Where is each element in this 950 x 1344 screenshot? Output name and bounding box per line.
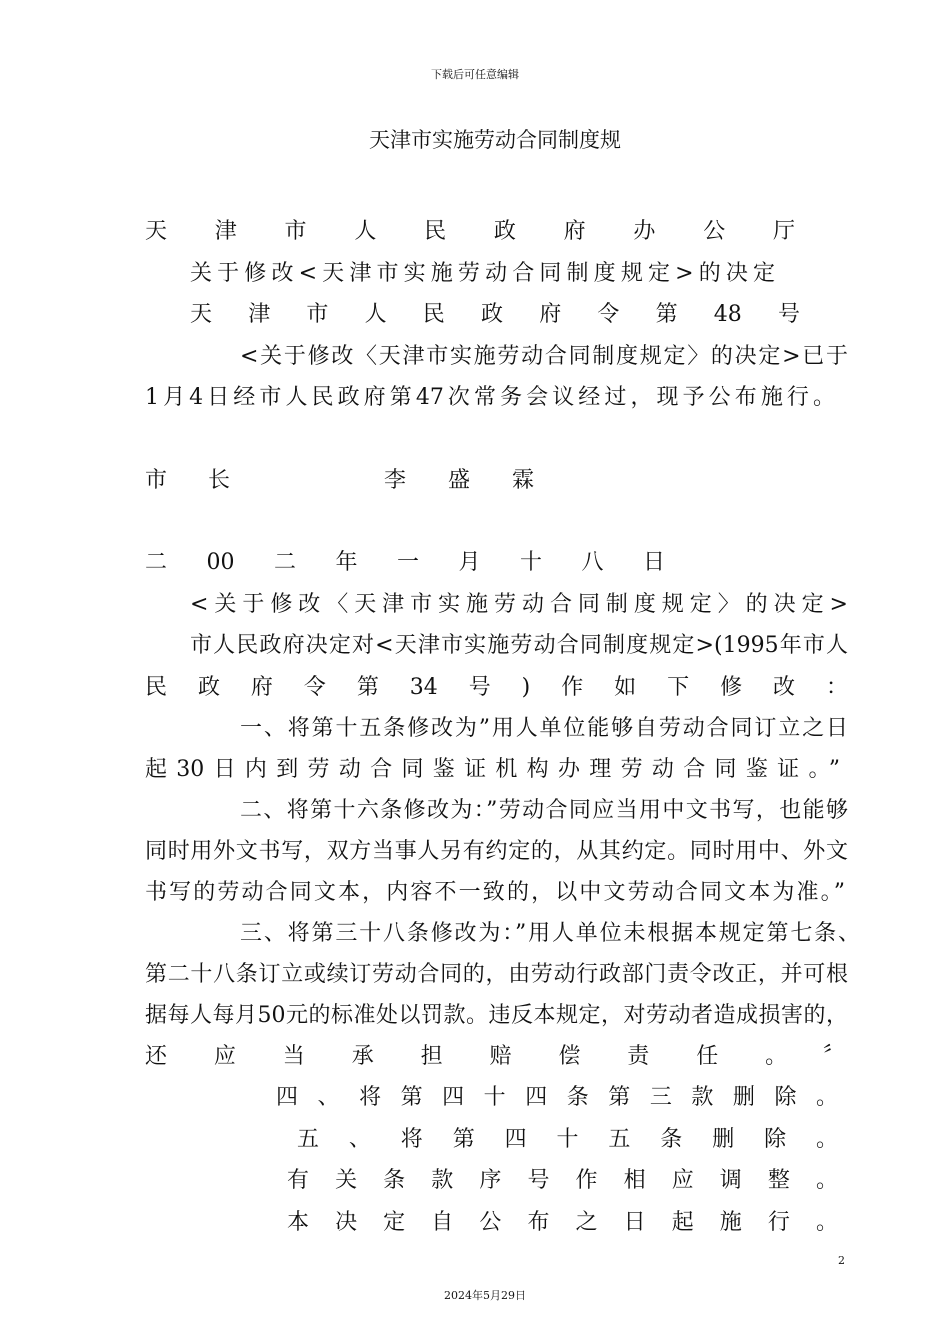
decision-title: <关于修改〈天津市实施劳动合同制度规定〉的决定> [190, 592, 848, 617]
intro-line-1: 市人民政府决定对<天津市实施劳动合同制度规定>(1995年市人 [190, 633, 848, 658]
announce-line-1: <关于修改〈天津市实施劳动合同制度规定〉的决定>已于 [240, 344, 848, 369]
item-7: 本决定自公布之日起施行。 [287, 1210, 838, 1235]
header-note: 下载后可任意编辑 [431, 68, 519, 81]
item-4: 四、将第四十四条第三款删除。 [276, 1085, 838, 1110]
footer-date: 2024年5月29日 [444, 1289, 526, 1302]
item-3-line-3: 据每人每月50元的标准处以罚款。违反本规定，对劳动者造成损害的， [145, 1003, 848, 1028]
item-2-line-1: 二、将第十六条修改为：”劳动合同应当用中文书写，也能够 [240, 798, 848, 823]
mayor-label: 市长 [145, 468, 230, 493]
item-3-line-2: 第二十八条订立或续订劳动合同的，由劳动行政部门责令改正，并可根 [145, 962, 848, 987]
item-3-line-4: 还应当承担赔偿责任。〞 [145, 1044, 845, 1069]
page-number: 2 [838, 1254, 845, 1267]
item-1-line-1: 一、将第十五条修改为”用人单位能够自劳动合同订立之日 [240, 716, 848, 741]
announce-line-2: 1月4日经市人民政府第47次常务会议经过，现予公布施行。 [145, 385, 835, 410]
item-3-line-1: 三、将第三十八条修改为：”用人单位未根据本规定第七条、 [240, 921, 860, 946]
decree-date: 二00二年一月十八日 [145, 550, 665, 575]
item-6: 有关条款序号作相应调整。 [287, 1168, 838, 1193]
item-2-line-3: 书写的劳动合同文本，内容不一致的，以中文劳动合同文本为准。” [145, 880, 845, 905]
item-5: 五、将第四十五条删除。 [297, 1127, 838, 1152]
mayor-name: 李盛霖 [384, 468, 534, 493]
item-2-line-2: 同时用外文书写，双方当事人另有约定的，从其约定。同时用中、外文 [145, 839, 848, 864]
document-title: 天津市实施劳动合同制度规 [369, 128, 621, 152]
issuer-subject: 关于修改<天津市实施劳动合同制度规定>的决定 [190, 261, 775, 286]
issuer-office: 天津市人民政府办公厅 [145, 219, 795, 244]
intro-line-2: 民政府令第34号)作如下修改： [145, 675, 848, 700]
item-1-line-2: 起30日内到劳动合同鉴证机构办理劳动合同鉴证。” [145, 757, 840, 782]
issuer-decree: 天津市人民政府令第48号 [190, 302, 800, 327]
